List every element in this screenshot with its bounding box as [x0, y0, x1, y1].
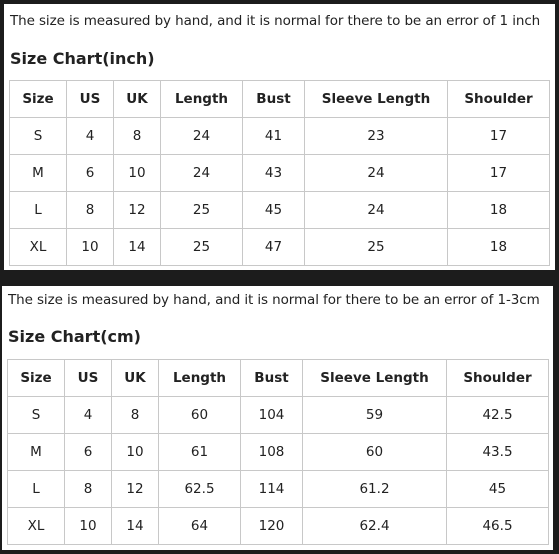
table-cell: 6	[67, 155, 114, 192]
table-cell: 24	[161, 155, 243, 192]
table-cell: 24	[305, 192, 448, 229]
column-header: Bust	[241, 360, 303, 397]
table-cell: 6	[65, 434, 112, 471]
table-cell: 8	[114, 118, 161, 155]
table-cell: 10	[112, 434, 159, 471]
column-header: US	[65, 360, 112, 397]
table-cell: 45	[243, 192, 305, 229]
table-cell: M	[8, 434, 65, 471]
table-cell: 14	[112, 508, 159, 545]
chart-title: Size Chart(cm)	[8, 327, 141, 346]
table-cell: 104	[241, 397, 303, 434]
table-cell: 4	[65, 397, 112, 434]
table-cell: 61.2	[303, 471, 447, 508]
measurement-note: The size is measured by hand, and it is normal for there to be an error of 1-3cm	[8, 292, 540, 308]
table-cell: 8	[65, 471, 112, 508]
table-header-row	[8, 360, 549, 397]
table-cell: 12	[112, 471, 159, 508]
table-row	[8, 508, 549, 545]
table-cell: 8	[67, 192, 114, 229]
table-row	[8, 397, 549, 434]
table-cell: 47	[243, 229, 305, 266]
size-chart-inch-panel	[4, 4, 555, 270]
table-cell: 25	[161, 192, 243, 229]
table-cell: 18	[448, 192, 550, 229]
table-cell: L	[10, 192, 67, 229]
size-table-cm	[7, 359, 549, 545]
table-cell: 62.5	[159, 471, 241, 508]
table-row	[8, 471, 549, 508]
table-cell: 10	[114, 155, 161, 192]
table-cell: 10	[65, 508, 112, 545]
table-cell: 45	[447, 471, 549, 508]
table-cell: 24	[161, 118, 243, 155]
table-cell: 64	[159, 508, 241, 545]
table-cell: 23	[305, 118, 448, 155]
table-cell: 12	[114, 192, 161, 229]
column-header: Shoulder	[447, 360, 549, 397]
table-cell: 59	[303, 397, 447, 434]
table-cell: 10	[67, 229, 114, 266]
table-cell: 25	[305, 229, 448, 266]
table-cell: 24	[305, 155, 448, 192]
size-chart-cm-panel	[2, 286, 553, 550]
table-cell: 62.4	[303, 508, 447, 545]
table-header-row	[10, 81, 550, 118]
table-row	[10, 155, 550, 192]
column-header: Sleeve Length	[303, 360, 447, 397]
table-row	[10, 118, 550, 155]
column-header: Bust	[243, 81, 305, 118]
table-cell: M	[10, 155, 67, 192]
table-cell: 8	[112, 397, 159, 434]
column-header: US	[67, 81, 114, 118]
column-header: UK	[112, 360, 159, 397]
column-header: Size	[10, 81, 67, 118]
table-cell: 18	[448, 229, 550, 266]
table-cell: 108	[241, 434, 303, 471]
table-cell: 41	[243, 118, 305, 155]
table-row	[10, 229, 550, 266]
table-cell: 46.5	[447, 508, 549, 545]
table-cell: 42.5	[447, 397, 549, 434]
measurement-note: The size is measured by hand, and it is normal for there to be an error of 1 inch	[10, 13, 541, 29]
table-cell: 120	[241, 508, 303, 545]
table-cell: 114	[241, 471, 303, 508]
table-cell: 4	[67, 118, 114, 155]
table-cell: 60	[159, 397, 241, 434]
table-row	[10, 192, 550, 229]
column-header: Size	[8, 360, 65, 397]
table-cell: XL	[10, 229, 67, 266]
table-cell: 14	[114, 229, 161, 266]
column-header: Shoulder	[448, 81, 550, 118]
column-header: Length	[161, 81, 243, 118]
table-cell: S	[8, 397, 65, 434]
table-cell: 17	[448, 155, 550, 192]
table-cell: 25	[161, 229, 243, 266]
table-cell: L	[8, 471, 65, 508]
size-table-inch	[9, 80, 550, 266]
column-header: Length	[159, 360, 241, 397]
table-cell: 43.5	[447, 434, 549, 471]
table-cell: 43	[243, 155, 305, 192]
column-header: Sleeve Length	[305, 81, 448, 118]
column-header: UK	[114, 81, 161, 118]
table-cell: 17	[448, 118, 550, 155]
table-cell: 60	[303, 434, 447, 471]
table-cell: S	[10, 118, 67, 155]
table-cell: XL	[8, 508, 65, 545]
table-cell: 61	[159, 434, 241, 471]
table-row	[8, 434, 549, 471]
chart-title: Size Chart(inch)	[10, 49, 155, 68]
